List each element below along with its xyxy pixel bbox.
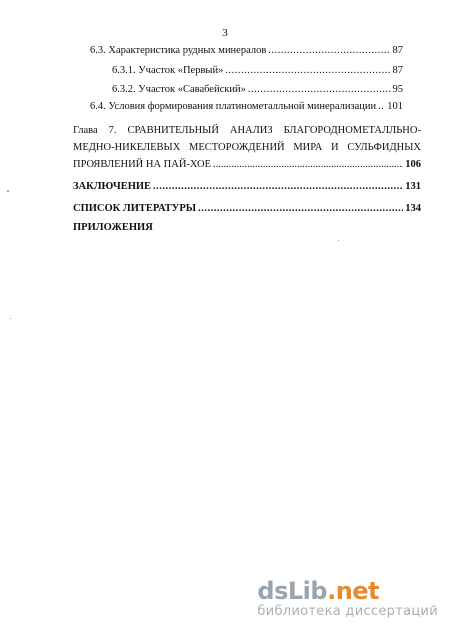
toc-entry-page: 134 — [405, 203, 421, 214]
chapter7-word: И — [331, 142, 339, 153]
chapter7-word: МЕДНО-НИКЕЛЕВЫХ — [73, 142, 181, 153]
toc-entry-title: 6.3. Характеристика рудных минералов — [90, 45, 267, 56]
leader-dots — [248, 83, 391, 97]
watermark — [257, 578, 438, 619]
toc-entry-references[interactable] — [73, 202, 421, 216]
toc-entry-title: 6.3.2. Участок «Савабейский» — [112, 84, 246, 95]
leader-dots — [378, 100, 385, 114]
leader-dots — [153, 180, 403, 194]
toc-entry-title: СПИСОК ЛИТЕРАТУРЫ — [73, 203, 197, 214]
toc-entry-6-4[interactable] — [90, 100, 403, 114]
chapter7-line1 — [73, 122, 421, 139]
chapter7-word: МИРА — [293, 142, 323, 153]
chapter7-word: БЛАГОРОДНОМЕТАЛЛЬНО- — [283, 125, 421, 136]
chapter7-word: 7. — [108, 125, 117, 136]
chapter7-word: СУЛЬФИДНЫХ — [347, 142, 421, 153]
scan-speck — [338, 240, 339, 241]
toc-entry-title: 6.3.1. Участок «Первый» — [112, 65, 224, 76]
watermark-logo — [257, 578, 438, 604]
leader-dots — [198, 202, 403, 216]
watermark-subtitle: библиотека диссертаций — [257, 604, 438, 619]
scan-speck — [10, 318, 11, 319]
toc-entry-page: 87 — [392, 65, 403, 76]
leader-dots — [225, 64, 390, 78]
toc-entry-conclusion[interactable] — [73, 180, 421, 194]
chapter7-line2 — [73, 139, 421, 156]
toc-entry-chapter-7[interactable] — [73, 122, 421, 173]
toc-entry-page: 95 — [392, 84, 403, 95]
toc-entry-6-3-2[interactable] — [112, 83, 403, 97]
toc-entry-page: 101 — [387, 101, 403, 112]
chapter7-word: СРАВНИТЕЛЬНЫЙ — [127, 125, 219, 136]
leader-dots — [213, 156, 403, 173]
chapter7-word: Глава — [73, 125, 98, 136]
scan-speck — [7, 190, 9, 192]
leader-dots — [268, 44, 390, 58]
toc-entry-appendix[interactable]: ПРИЛОЖЕНИЯ — [73, 222, 153, 233]
toc-entry-page: 131 — [405, 181, 421, 192]
toc-entry-title: ЗАКЛЮЧЕНИЕ — [73, 181, 152, 192]
toc-entry-page: 106 — [405, 159, 421, 170]
toc-entry-page: 87 — [392, 45, 403, 56]
toc-entry-6-3-1[interactable] — [112, 64, 403, 78]
watermark-logo-main: dsLib — [257, 577, 328, 605]
chapter7-line3 — [73, 156, 421, 173]
chapter7-word: МЕСТОРОЖДЕНИЙ — [189, 142, 285, 153]
toc-entry-title: 6.4. Условия формирования платинометалльной минерализации — [90, 101, 377, 112]
page-number: 3 — [222, 27, 228, 39]
toc-entry-6-3[interactable] — [90, 44, 403, 58]
chapter7-title-end: ПРОЯВЛЕНИЙ НА ПАЙ-ХОЕ — [73, 159, 211, 170]
chapter7-word: АНАЛИЗ — [229, 125, 273, 136]
watermark-logo-domain: .net — [327, 577, 380, 605]
